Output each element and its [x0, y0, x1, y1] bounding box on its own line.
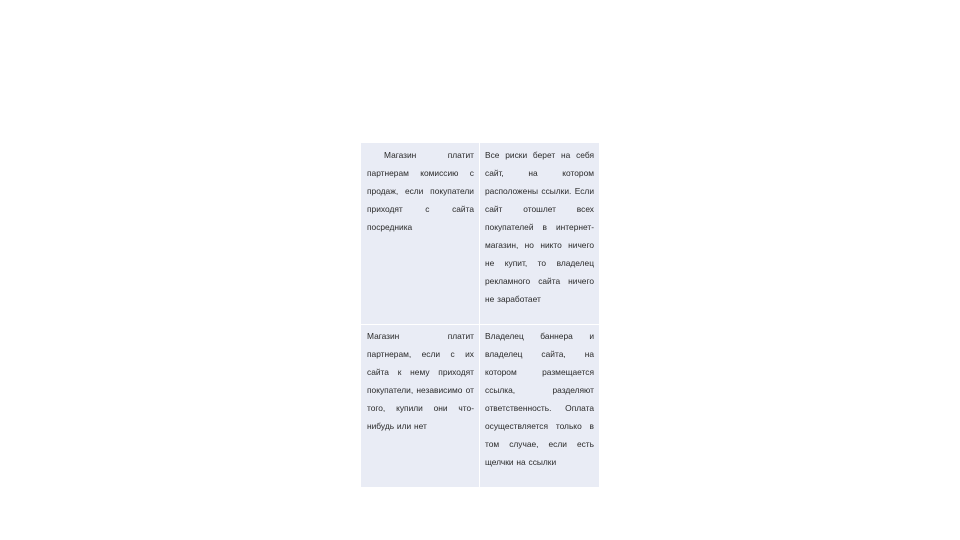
cell-text: Все риски берет на себя сайт, на котором расположены ссылки. Если сайт отошлет всех покупателей в интернет-магазин, но никто ничего не купит, то владелец рекламного сайта ничего не заработает: [485, 150, 594, 304]
table-cell-model-description: [361, 143, 480, 324]
cell-text: Владелец баннера и владелец сайта, на котором размещается ссылка, разделяют ответственность. Оплата осуществляется только в том случае, если есть щелчки на ссылки: [485, 331, 594, 467]
table-cell-risk-description: [480, 325, 599, 487]
table-cell-model-description: [361, 325, 480, 487]
cell-text: Магазин платит партнерам комиссию с продаж, если покупатели приходят с сайта посредника: [367, 150, 474, 232]
comparison-table: [361, 143, 599, 487]
table-row: [361, 143, 599, 325]
cell-text: Магазин платит партнерам, если с их сайта к нему приходят покупатели, независимо от того, купили они что-нибудь или нет: [367, 331, 474, 431]
table-cell-risk-description: [480, 143, 599, 324]
table-row: [361, 325, 599, 487]
